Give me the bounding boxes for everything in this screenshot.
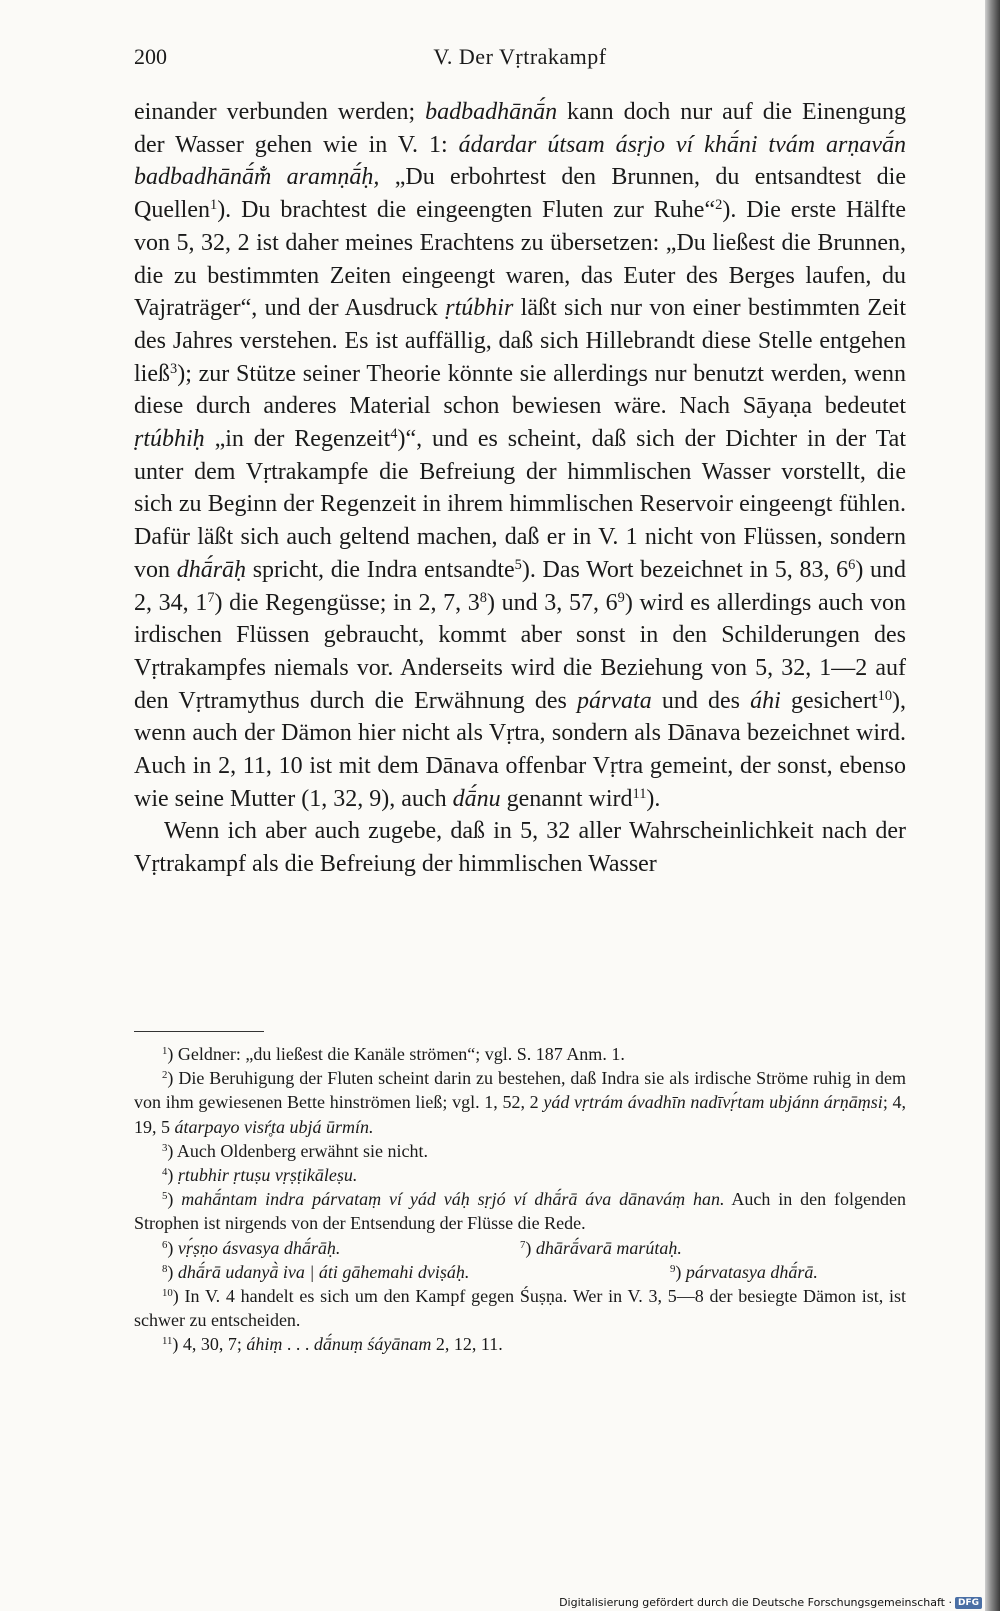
paragraph-2: Wenn ich aber auch zugebe, daß in 5, 32 aller Wahrscheinlichkeit nach der Vṛtrakampf als die Befreiung der himmlischen Wasser	[134, 818, 906, 878]
footnote-mark: 8	[162, 1262, 168, 1275]
text-run: ). Du brachtest die eingeengten Fluten zur Ruhe“	[217, 197, 716, 224]
sanskrit-term: áhi	[750, 687, 781, 714]
sanskrit-term: párvata	[577, 687, 652, 714]
text-run: genannt wird	[500, 785, 633, 812]
footnote-mark: 3	[162, 1141, 168, 1154]
text-run: )“, und es scheint, daß sich der Dichter in der Tat unter dem Vṛtrakampfe die Befreiung der himmlischen Wasser vorstellt, die sich zu Beginn der Regenzeit in ihrem himmlischen Reservoir eingeengt fühlen. Dafür läßt sich auch geltend machen, daß er in V. 1 nicht von Flüssen, sondern von	[134, 426, 906, 583]
digitization-credit	[559, 1596, 982, 1609]
text-run: ). Die erste Hälfte von 5, 32, 2 ist daher meines Erachtens zu übersetzen: „Du ließest die Brunnen, die zu bestimmten Zeiten eingeengt waren, das Euter des Berges laufen, du Vajraträger“, und der Ausdruck	[134, 197, 906, 322]
sanskrit-quote: yád vṛtrám ávadhīn nadīvṛ́tam ubjánn árṇāṃsi	[543, 1092, 883, 1113]
footnote-ref[interactable]: 6	[848, 556, 856, 573]
sanskrit-term: dā́nuṃ śáyānam	[313, 1334, 432, 1355]
footnote-text: Die Beruhigung der Fluten scheint darin zu bestehen, daß Indra sie als irdische Ströme ruhig in dem von ihm gewiesenen Bette hinströmen ließ; vgl. 1, 52, 2	[134, 1068, 906, 1113]
footnote-text: ; 4, 19, 5	[134, 1092, 907, 1137]
footnote-4: $^4$) ṛtubhir ṛtuṣu vṛṣṭikāleṣu.	[162, 1165, 358, 1186]
footnote-ref[interactable]: 10	[877, 687, 893, 704]
footnote-text: Auch Oldenberg erwähnt sie nicht.	[173, 1140, 429, 1161]
footnote-mark: 9	[670, 1262, 676, 1275]
text-run: ). Das Wort bezeichnet in 5, 83, 6	[521, 556, 849, 583]
footnote-ref[interactable]: 5	[514, 556, 522, 573]
credit-text: Digitalisierung gefördert durch die Deutsche Forschungsgemeinschaft ·	[559, 1596, 952, 1609]
dfg-logo[interactable]: DFG	[955, 1597, 982, 1609]
footnote-6: $^6$) vṛ́ṣṇo ásvasya dhā́rāḥ.	[162, 1237, 341, 1258]
text-run: läßt sich nur von einer bestimmten Zeit des Jahres verstehen. Es ist auffällig, daß sich Hillebrandt diese Stelle entgehen ließ	[134, 295, 906, 387]
footnote-ref[interactable]: 1	[209, 197, 218, 214]
footnote-mark: 7	[520, 1238, 526, 1251]
text-run: spricht, die Indra entsandte	[246, 556, 515, 583]
text-run: ) und 2, 34, 1	[134, 556, 907, 616]
paragraph-1	[134, 96, 906, 815]
sanskrit-quote: dhārā́varā marútaḥ.	[531, 1237, 682, 1258]
footnote-ref[interactable]: 7	[207, 589, 215, 606]
footnote-mark: 6	[162, 1238, 168, 1251]
book-edge	[985, 0, 1000, 1611]
sanskrit-term: ṛtúbhiḥ	[134, 426, 205, 453]
footnote-10: $^{10}$) In V. 4 handelt es sich um den Kampf gegen Śuṣṇa. Wer in V. 3, 5—8 der besiegte Dämon ist, ist schwer zu entscheiden.	[134, 1286, 906, 1331]
text-run: einander verbunden werden;	[134, 99, 426, 125]
footnote-mark: 5	[162, 1190, 168, 1203]
footnote-ref[interactable]: 11	[632, 785, 647, 802]
footnote-2: $^2$) Die Beruhigung der Fluten scheint darin zu bestehen, daß Indra sie als irdische Ströme ruhig in dem von ihm gewiesenen Bette hinströmen ließ; vgl. 1, 52, 2 yád vṛtrám ávadhīn nadīvṛ́tam ubjánn árṇāṃsi; 4, 19, 5 átarpayo visŕ̥ta ubjá ūrmín.	[134, 1068, 907, 1137]
sanskrit-term: ṛtúbhir	[445, 295, 514, 322]
sanskrit-term: badbadhānā́n	[425, 99, 558, 125]
footnote-mark: 1	[162, 1045, 168, 1058]
sanskrit-term: dhā́rāḥ	[176, 556, 247, 583]
text-run: ) wird es allerdings auch von irdischen Flüssen gebraucht, kommt aber sonst in den Schilderungen des Vṛtrakampfes niemals vor. Anderseits wird die Beziehung von 5, 32, 1—2 auf den Vṛtramythus durch die Erwähnung des	[134, 589, 907, 714]
text-run: „in der Regenzeit	[204, 426, 391, 453]
main-text	[134, 96, 906, 881]
text-run: ).	[646, 785, 661, 812]
text-run: ); zur Stütze seiner Theorie könnte sie allerdings nur benutzt werden, wenn diese durch anderes Material schon bewiesen wäre. Nach Sāyaṇa bedeutet	[134, 360, 906, 420]
footnote-ref[interactable]: 3	[170, 360, 178, 377]
footnote-text: 4, 30, 7;	[178, 1334, 247, 1355]
running-header	[134, 44, 906, 78]
page-number: 200	[134, 44, 167, 69]
text-run: ) und 3, 57, 6	[486, 589, 618, 616]
footnote-5: $^5$) mahā́ntam indra párvataṃ ví yád váḥ sṛjó ví dhā́rā áva dānaváṃ han. Auch in den folgenden Strophen ist nirgends von der Entsendung der Flüsse die Rede.	[134, 1189, 907, 1234]
sanskrit-quote: ṛtubhir ṛtuṣu vṛṣṭikāleṣu.	[173, 1165, 358, 1186]
sanskrit-quote: mahā́ntam indra párvataṃ ví yád váḥ sṛjó ví dhā́rā áva dānaváṃ han.	[173, 1189, 725, 1210]
sanskrit-term: áhiṃ	[246, 1334, 283, 1355]
footnote-row-6-7	[134, 1236, 906, 1260]
text-run: gesichert	[780, 687, 878, 714]
text-run: und des	[651, 687, 751, 714]
footnote-mark: 11	[162, 1335, 173, 1348]
footnote-ref[interactable]: 9	[617, 589, 625, 606]
footnote-mark: 10	[162, 1287, 173, 1300]
sanskrit-quote: párvatasya dhā́rā.	[681, 1261, 818, 1282]
sanskrit-term: dā́nu	[452, 785, 501, 812]
running-title: V. Der Vṛtrakampf	[433, 44, 607, 69]
footnote-3: $^3$) Auch Oldenberg erwähnt sie nicht.	[162, 1140, 429, 1161]
text-run: ) die Regengüsse; in 2, 7, 3	[214, 589, 480, 616]
footnote-row-8-9	[134, 1260, 906, 1284]
footnote-text: . . .	[282, 1334, 314, 1355]
footnote-divider	[134, 1031, 264, 1032]
footnote-9: $^9$) párvatasya dhā́rā.	[670, 1261, 818, 1282]
footnote-text: Geldner: „du ließest die Kanäle strömen“; vgl. S. 187 Anm. 1.	[173, 1044, 625, 1064]
footnote-7: $^7$) dhārā́varā marútaḥ.	[520, 1237, 682, 1258]
footnotes	[134, 1042, 906, 1357]
text-run: „Du erbohrtest den Brunnen, du entsandtest die Quellen	[134, 164, 906, 224]
footnote-8: $^8$) dhā́rā udanyā̀ iva | áti gāhemahi dviṣáḥ.	[162, 1261, 470, 1282]
footnote-1: $^1$) Geldner: „du ließest die Kanäle strömen“; vgl. S. 187 Anm. 1.	[162, 1044, 625, 1064]
footnote-11: $^{11}$) 4, 30, 7; áhiṃ . . . dā́nuṃ śáyānam 2, 12, 11.	[162, 1334, 503, 1355]
text-run: kann doch nur auf die Einengung der Wasser gehen wie in V. 1:	[134, 99, 906, 158]
footnote-ref[interactable]: 8	[479, 589, 487, 606]
text-run: ), wenn auch der Dämon hier nicht als Vṛtra, sondern als Dānava bezeichnet wird. Auch in 2, 11, 10 ist mit dem Dānava offenbar Vṛtra gemeint, der sonst, ebenso wie seine Mutter (1, 32, 9), auch	[134, 687, 907, 812]
sanskrit-quote: ádardar útsam ásṛjo ví khā́ni tvám arṇavā́n badbadhānā́m̐ aramṇā́ḥ,	[134, 131, 907, 191]
footnote-ref[interactable]: 2	[715, 197, 723, 214]
sanskrit-quote: vṛ́ṣṇo ásvasya dhā́rāḥ.	[173, 1237, 341, 1258]
footnote-mark: 4	[162, 1166, 168, 1179]
footnote-text: 2, 12, 11.	[431, 1334, 503, 1355]
sanskrit-quote: átarpayo visŕ̥ta ubjá ūrmín.	[174, 1116, 374, 1137]
footnote-text: Auch in den folgenden Strophen ist nirgends von der Entsendung der Flüsse die Rede.	[134, 1189, 907, 1234]
footnote-mark: 2	[162, 1069, 168, 1082]
footnote-ref[interactable]: 4	[390, 426, 398, 443]
sanskrit-quote: dhā́rā udanyā̀ iva | áti gāhemahi dviṣáḥ.	[173, 1261, 470, 1282]
footnote-text: In V. 4 handelt es sich um den Kampf gegen Śuṣṇa. Wer in V. 3, 5—8 der besiegte Dämon ist, ist schwer zu entscheiden.	[134, 1286, 906, 1331]
